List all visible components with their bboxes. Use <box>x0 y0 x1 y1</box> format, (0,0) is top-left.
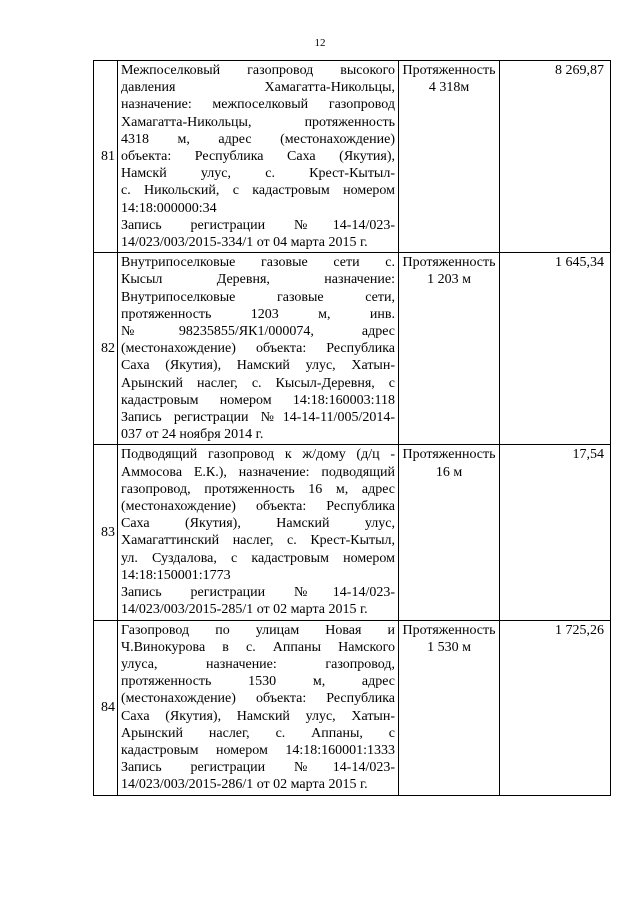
length-cell <box>399 253 500 445</box>
description-line: Саха (Якутия), Намский улус, Хатын- <box>121 358 395 374</box>
description-line: Хамагаттинский наслег, с. Крест-Кытыл, <box>121 533 395 549</box>
length-label: Протяженность <box>402 622 496 638</box>
description-line: с. Никольский, с кадастровым номером <box>121 183 395 199</box>
description-line: назначение: межпоселковый газопровод <box>121 97 395 113</box>
length-value: 4 318м <box>428 80 470 96</box>
description-line: Саха (Якутия), Намский улус, <box>121 516 395 532</box>
length-label: Протяженность <box>402 63 496 78</box>
description-line: Межпоселковый газопровод высокого <box>121 63 395 78</box>
table-row <box>94 61 611 253</box>
length-cell <box>399 445 500 620</box>
description-line: Запись регистрации №14-14/023- <box>121 585 395 601</box>
object-description <box>118 445 399 620</box>
value-cell: 8 269,87 <box>500 61 611 253</box>
description-line: (местонахождение) объекта: Республика <box>121 691 395 707</box>
row-number: 82 <box>94 253 118 445</box>
registry-table-body <box>94 61 611 796</box>
description-line: 14:18:000000:34 <box>121 200 217 216</box>
description-line: 4318 м, адрес (местонахождение) <box>121 131 395 147</box>
length-label: Протяженность <box>402 447 496 463</box>
description-line: Кысыл Деревня, назначение: <box>121 272 395 288</box>
description-line: Запись регистрации №14-14/023- <box>121 217 395 233</box>
row-number: 83 <box>94 445 118 620</box>
length-cell <box>399 61 500 253</box>
description-line: улуса, назначение: газопровод, <box>121 656 395 672</box>
description-line: (местонахождение) объекта: Республика <box>121 341 395 357</box>
description-line: Запись регистрации №14-14-11/005/2014- <box>121 410 395 426</box>
description-line: газопровод, протяженность 16 м, адрес <box>121 481 395 497</box>
length-value: 1 203 м <box>427 272 471 288</box>
description-line: Арынский наслег, с. Аппаны, с <box>121 725 395 741</box>
page-number: 12 <box>314 37 326 49</box>
description-line: 14:18:150001:1773 <box>121 567 231 583</box>
table-row <box>94 253 611 445</box>
description-line: объекта: Республика Саха (Якутия), <box>121 149 395 165</box>
description-line: Арынский наслег, с. Кысыл-Деревня, с <box>121 375 395 391</box>
description-line: Внутрипоселковые газовые сети, <box>121 289 395 305</box>
length-value: 16 м <box>435 464 463 480</box>
description-line: №98235855/ЯК1/000074, адрес <box>121 324 395 340</box>
length-label: Протяженность <box>402 255 496 271</box>
description-line: 037 от 24 ноября 2014 г. <box>121 427 264 443</box>
description-line: давления Хамагатта-Никольцы, <box>121 80 395 96</box>
description-line: 14/023/003/2015-334/1 от 04 марта 2015 г. <box>121 235 368 251</box>
row-number: 81 <box>94 61 118 253</box>
description-line: Хамагатта-Никольцы, протяженность <box>121 114 395 130</box>
description-line: Газопровод по улицам Новая и <box>121 622 395 638</box>
registry-table <box>93 60 611 796</box>
length-cell <box>399 620 500 795</box>
description-line: 14/023/003/2015-285/1 от 02 марта 2015 г. <box>121 602 368 618</box>
description-line: Саха (Якутия), Намский улус, Хатын- <box>121 708 395 724</box>
description-line: Запись регистрации №14-14/023- <box>121 760 395 776</box>
description-line: ул. Суздалова, с кадастровым номером <box>121 550 395 566</box>
description-line: Подводящий газопровод к ж/дому (д/ц - <box>121 447 395 463</box>
description-line: (местонахождение) объекта: Республика <box>121 499 395 515</box>
value-cell: 17,54 <box>500 445 611 620</box>
description-line: Намскй улус, с. Крест-Кытыл- <box>121 166 395 182</box>
object-description <box>118 253 399 445</box>
description-line: Ч.Винокурова в с. Аппаны Намского <box>121 639 395 655</box>
description-line: протяженность 1203 м, инв. <box>121 306 395 322</box>
object-description <box>118 61 399 253</box>
length-value: 1 530 м <box>427 639 471 655</box>
description-line: протяженность 1530 м, адрес <box>121 674 395 690</box>
table-row <box>94 620 611 795</box>
description-line: Внутрипоселковые газовые сети с. <box>121 255 395 271</box>
table-row <box>94 445 611 620</box>
row-number: 84 <box>94 620 118 795</box>
description-line: Аммосова Е.К.), назначение: подводящий <box>121 464 395 480</box>
value-cell: 1 645,34 <box>500 253 611 445</box>
description-line: 14/023/003/2015-286/1 от 02 марта 2015 г. <box>121 777 368 793</box>
object-description <box>118 620 399 795</box>
description-line: кадастровым номером 14:18:160001:1333 <box>121 742 395 758</box>
value-cell: 1 725,26 <box>500 620 611 795</box>
description-line: кадастровым номером 14:18:160003:118 <box>121 392 395 408</box>
